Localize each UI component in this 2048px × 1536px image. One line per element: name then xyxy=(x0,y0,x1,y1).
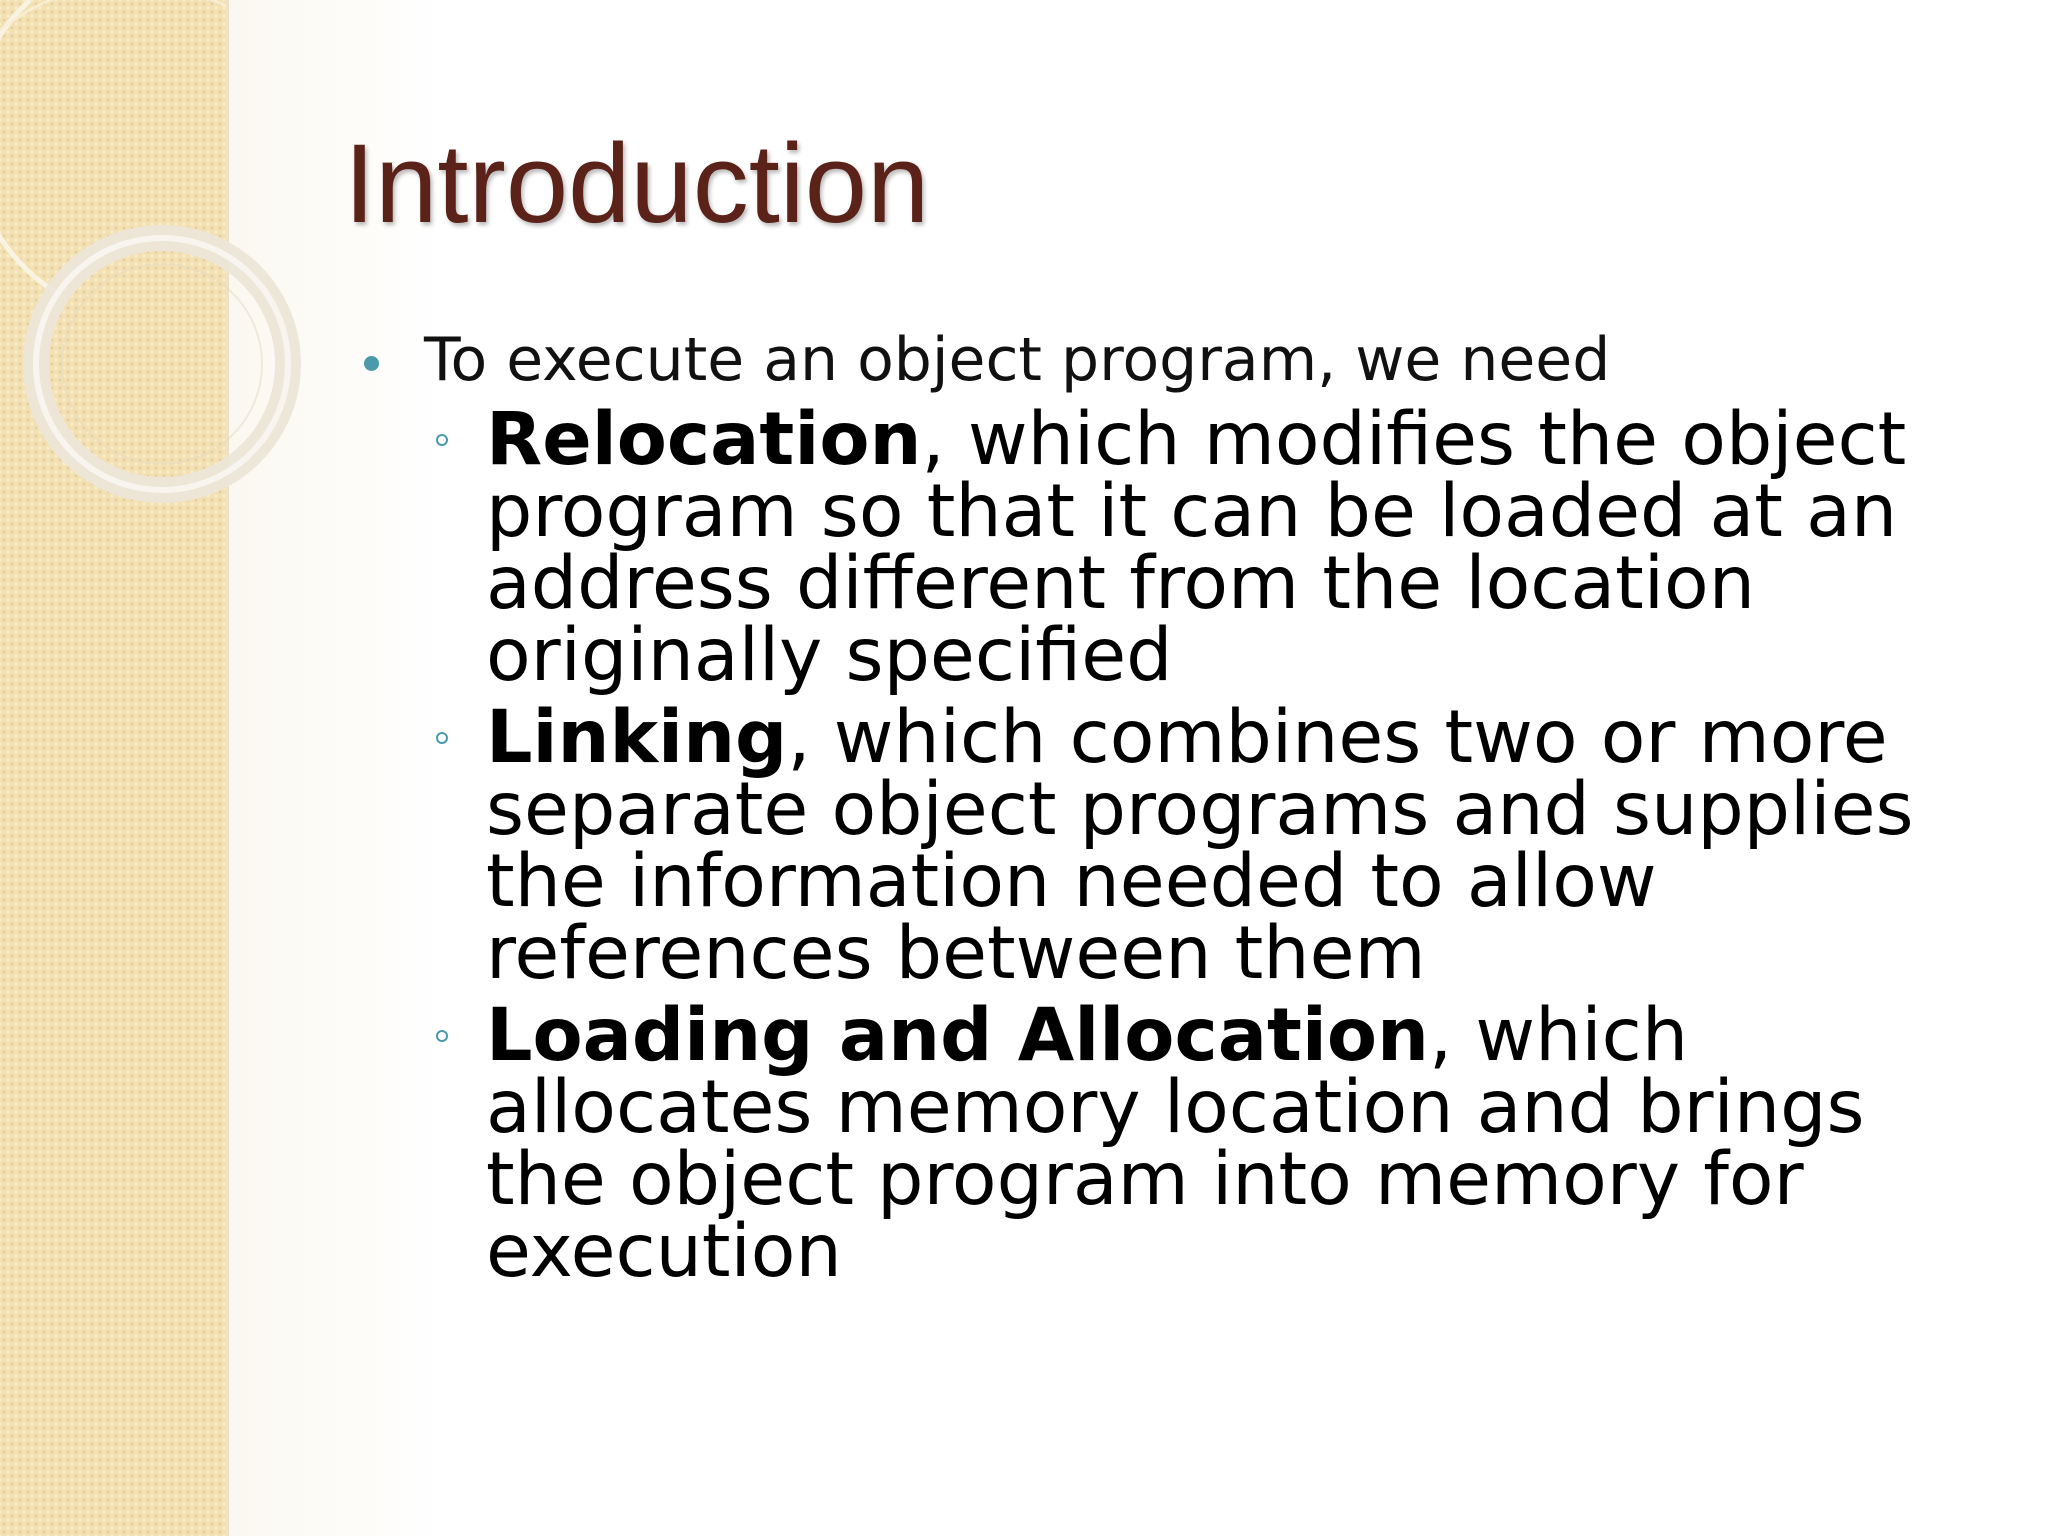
list-item-relocation xyxy=(486,397,1966,698)
bullet-dot-icon xyxy=(364,356,379,371)
sub-item-line: separate object programs and supplies xyxy=(486,767,1914,852)
sub-bullet-list xyxy=(486,397,1966,1298)
list-item-linking xyxy=(486,695,1966,996)
sub-item-first-line-rest: , which xyxy=(1429,993,1689,1078)
list-item-loading-and-allocation xyxy=(486,993,1966,1294)
ring-bullet-icon xyxy=(436,732,448,744)
sub-item-first-line-rest: , which combines two or more xyxy=(787,695,1888,780)
ring-bullet-icon xyxy=(436,1030,448,1042)
sub-item-first-line xyxy=(486,695,1966,780)
sub-item-term: Loading and Allocation xyxy=(486,993,1430,1078)
main-bullet-text: To execute an object program, we need xyxy=(424,325,1611,395)
sub-item-line: execution xyxy=(486,1209,842,1294)
sub-item-first-line xyxy=(486,993,1966,1078)
sub-item-line: address different from the location xyxy=(486,541,1755,626)
ring-bullet-icon xyxy=(436,434,448,446)
sub-item-line: program so that it can be loaded at an xyxy=(486,469,1898,554)
slide-title: Introduction xyxy=(344,121,930,246)
decorative-rings-graphic xyxy=(0,0,420,520)
sub-item-line: the object program into memory for xyxy=(486,1137,1804,1222)
sub-item-line: originally specified xyxy=(486,613,1173,698)
sub-item-first-line xyxy=(486,397,1966,482)
sub-item-first-line-rest: , which modifies the object xyxy=(921,397,1907,482)
sub-item-term: Relocation xyxy=(486,397,922,482)
sub-item-term: Linking xyxy=(486,695,788,780)
sub-item-line: references between them xyxy=(486,911,1426,996)
sub-item-line: allocates memory location and brings xyxy=(486,1065,1865,1150)
sub-item-line: the information needed to allow xyxy=(486,839,1657,924)
